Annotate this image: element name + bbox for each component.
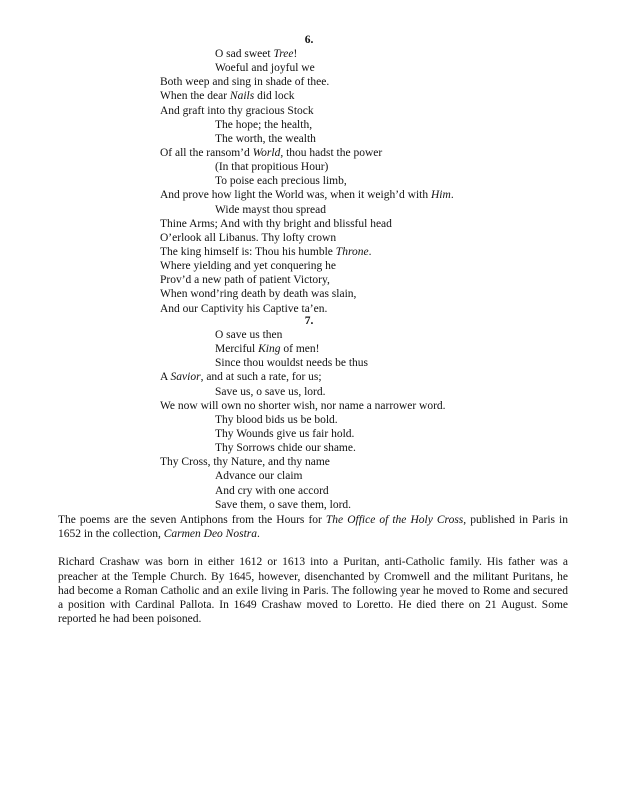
text-run: Thy Sorrows chide our shame. [215, 442, 356, 455]
text-run: And our Captivity his Captive ta’en. [160, 302, 328, 315]
text-run: Where yielding and yet conquering he [160, 260, 336, 273]
poem-line [160, 132, 600, 146]
italic-text: Throne [335, 245, 369, 258]
poem-line [160, 61, 600, 75]
text-run: Both weep and sing in shade of thee. [160, 76, 330, 89]
text-run: Thy blood bids us be bold. [215, 413, 338, 426]
text-run: Since thou wouldst needs be thus [215, 357, 368, 370]
text-run: Richard Crashaw was born in either 1612 or 1613 into a Puritan, anti-Catholic family. His father was a preacher at the Temple Church. By 1645, however, disenchanted by Cromwell and the militant Puritans, he had become a Roman Catholic and an exile living in Paris. The following year he moved to Rome and secured a position with Cardinal Pallota. In 1649 Crashaw moved to Loretto. He died there on 21 August. Some reported he had been poisoned. [58, 556, 568, 626]
text-run: . [257, 528, 260, 541]
poem-line [160, 356, 600, 370]
publication-note [58, 513, 568, 541]
stanza-7 [160, 328, 600, 512]
poem-line [160, 342, 600, 356]
poem-line [160, 188, 600, 202]
italic-text: The Office of the Holy Cross [325, 514, 464, 526]
poem-line [160, 287, 600, 301]
text-run: Thine Arms; And with thy bright and blissful head [160, 217, 392, 230]
text-run: And cry with one accord [215, 484, 329, 497]
text-run: We now will own no shorter wish, nor name a narrower word. [160, 399, 446, 412]
text-run: The worth, the wealth [215, 132, 316, 145]
text-run: O save us then [215, 329, 283, 341]
text-run: of men! [280, 343, 320, 356]
text-run: And graft into thy gracious Stock [160, 104, 314, 117]
poem-line [160, 245, 600, 259]
text-run: Woeful and joyful we [215, 62, 315, 75]
text-run: . [368, 245, 372, 258]
poem-line [160, 328, 600, 342]
text-run: The hope; the health, [215, 118, 313, 131]
text-run: When wond’ring death by death was slain, [160, 288, 357, 301]
text-run: , thou hadst the power [280, 146, 383, 159]
poem-line [160, 273, 600, 287]
italic-text: Savior [170, 371, 201, 384]
italic-text: Tree [273, 48, 294, 60]
text-run: Merciful [215, 343, 259, 356]
notes [58, 513, 568, 626]
text-run: Prov’d a new path of patient Victory, [160, 274, 330, 287]
italic-text: World [252, 146, 281, 159]
poem-line [160, 47, 600, 61]
poem-line [160, 118, 600, 132]
italic-text: Nails [229, 90, 255, 103]
text-run: Save us, o save us, lord. [215, 385, 326, 398]
poem-line [160, 259, 600, 273]
poem-line [160, 146, 600, 160]
italic-text: King [258, 343, 281, 356]
poem-line [160, 413, 600, 427]
text-run: And prove how light the World was, when it weigh’d with [160, 189, 431, 202]
poem-line [160, 427, 600, 441]
stanza-7-number: 7. [304, 315, 314, 327]
text-run: Of all the ransom’d [160, 146, 253, 159]
text-run: did lock [254, 90, 295, 103]
stanza-6 [160, 47, 600, 316]
text-run: Wide mayst thou spread [215, 203, 326, 216]
text-run: A [160, 371, 171, 384]
text-run: Advance our claim [215, 470, 303, 483]
poem-line [160, 484, 600, 498]
text-run: , published in Paris in 1652 in the collection, [58, 514, 568, 541]
poem-line [160, 160, 600, 174]
poem-line [160, 469, 600, 483]
text-run: To poise each precious limb, [215, 175, 347, 188]
poem-line [160, 203, 600, 217]
text-run: (In that propitious Hour) [215, 161, 329, 174]
text-run: Thy Cross, thy Nature, and thy name [160, 456, 330, 469]
poem-line [160, 399, 600, 413]
poem-line [160, 231, 600, 245]
biography-note [58, 555, 568, 626]
text-run: ! [293, 48, 298, 60]
poem-line [160, 385, 600, 399]
stanza-6-number: 6. [304, 34, 314, 46]
text-run: Thy Wounds give us fair hold. [215, 427, 355, 440]
poem-line [160, 370, 600, 384]
poem-line [160, 441, 600, 455]
poem-line [160, 498, 600, 512]
text-run: The poems are the seven Antiphons from the Hours for [58, 514, 326, 526]
text-run: The king himself is: Thou his humble [160, 245, 336, 258]
text-run: . [450, 189, 454, 202]
poem-line [160, 217, 600, 231]
text-run: Save them, o save them, lord. [215, 498, 352, 511]
italic-text: Him [431, 189, 451, 202]
italic-text: Carmen Deo Nostra [163, 528, 257, 541]
text-run: O’erlook all Libanus. Thy lofty crown [160, 231, 337, 244]
poem-line [160, 104, 600, 118]
poem-line [160, 89, 600, 103]
poem-line [160, 75, 600, 89]
text-run: O sad sweet [215, 48, 274, 60]
poem-line [160, 174, 600, 188]
text-run: , and at such a rate, for us; [200, 371, 322, 384]
poem-line [160, 455, 600, 469]
text-run: When the dear [160, 90, 230, 103]
